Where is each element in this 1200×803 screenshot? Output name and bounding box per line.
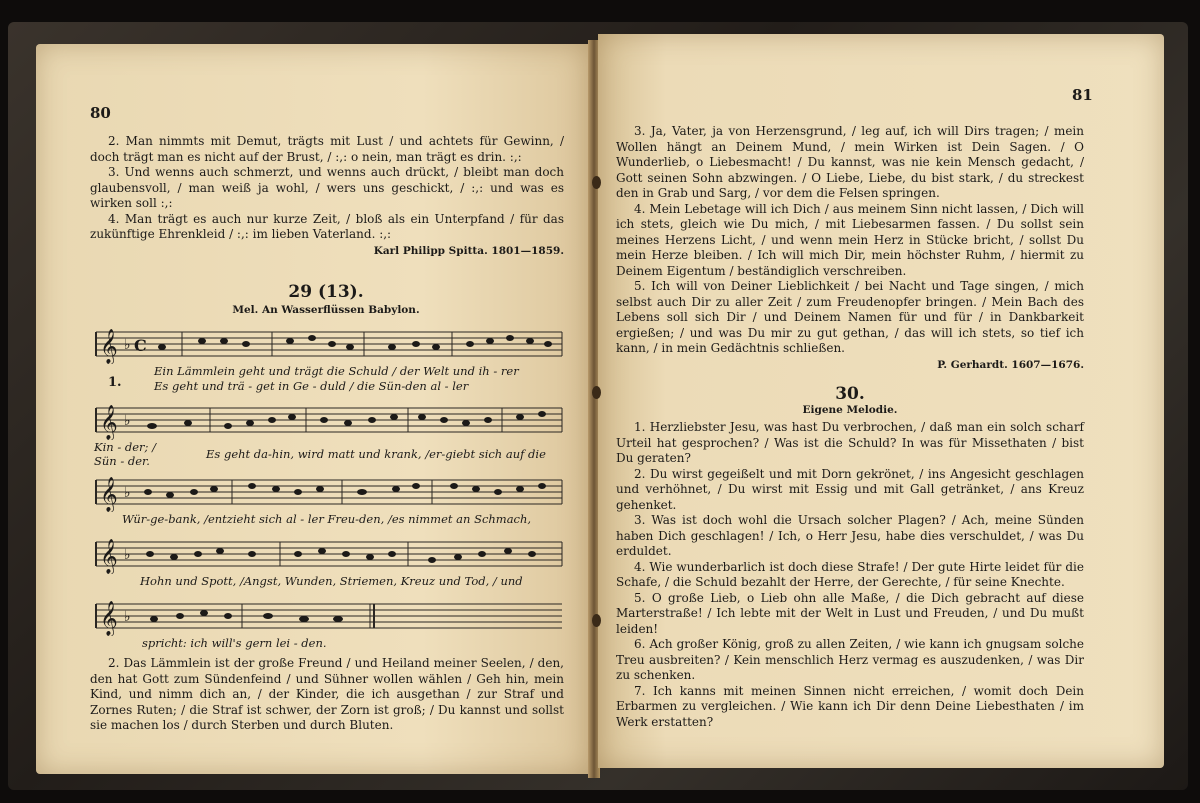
svg-text:𝄞: 𝄞	[100, 329, 118, 364]
right-page	[598, 34, 1164, 768]
lyric-line: Sün - der.	[94, 454, 150, 468]
binding-hole	[592, 614, 601, 627]
verse: 4. Wie wunderbarlich ist doch diese Strafe! / Der gute Hirte leidet für die Schafe, / die Schuld bezahlt der Herre, der Gerechte, / für seine Knechte.	[616, 559, 1084, 589]
verse: 4. Man trägt es auch nur kurze Zeit, / bloß als ein Unterpfand / für das zukünftige Ehrenkleid / :,: im lieben Vaterland. :,:	[90, 211, 564, 241]
music-staff	[92, 472, 564, 512]
svg-text:♭: ♭	[124, 609, 131, 625]
left-page	[36, 44, 588, 774]
verse: 7. Ich kanns mit meinen Sinnen nicht erreichen, / womit doch Dein Erbarmen zu vergleichen. / Wie kann ich Dir denn Deine Liebesthaten / im Werk erstatten?	[616, 683, 1084, 729]
binding-hole	[592, 386, 601, 399]
lyric-line: Ein Lämmlein geht und trägt die Schuld / der Welt und ih - rer	[154, 364, 519, 378]
hymn-30-verses	[616, 420, 1084, 730]
svg-text:♭: ♭	[124, 337, 131, 353]
music-staff	[92, 400, 564, 440]
previous-hymn-verses	[90, 134, 564, 259]
hymn-number: 29 (13).	[288, 282, 364, 302]
svg-text:C: C	[134, 336, 147, 355]
author-credit: Karl Philipp Spitta. 1801—1859.	[373, 244, 564, 257]
verse: 5. Ich will von Deiner Lieblichkeit / bei Nacht und Tage singen, / mich selbst auch Dir zu aller Zeit / zum Freudenopfer bringen. / Mein Bach des Lebens soll sich Dir / und Deinem Namen für und für / in Dankbarkeit ergießen; / und was Du mir zu gut gethan, / das will ich stets, so tief ich kann, / in mein Gedächtnis schließen.	[616, 279, 1084, 355]
lyric-line: spricht: ich will's gern lei - den.	[142, 636, 327, 650]
svg-text:♭: ♭	[124, 485, 131, 501]
lyric-line: Wür-ge-bank, /entzieht sich al - ler Freu-den, /es nimmet an Schmach,	[122, 512, 532, 526]
author-credit: P. Gerhardt. 1607—1676.	[937, 358, 1084, 371]
lyric-line: Es geht und trä - get in Ge - duld / die Sün-den al - ler	[154, 379, 469, 393]
verse: 3. Was ist doch wohl die Ursach solcher Plagen? / Ach, meine Sünden haben Dich geschlagen! / Ich, o Herr Jesu, habe dies verschuldet, / was Du erduldet.	[616, 513, 1084, 558]
svg-text:♭: ♭	[124, 413, 131, 429]
verse: 5. O große Lieb, o Lieb ohn alle Maße, / die Dich gebracht auf diese Marterstraße! / Ich lebte mit der Welt in Lust und Freuden, / und Du mußt leiden!	[616, 590, 1084, 636]
lyric-line: Es geht da-hin, wird matt und krank, /er-giebt sich auf die	[206, 447, 546, 461]
hymn-verse-2	[90, 656, 564, 734]
svg-text:𝄞: 𝄞	[100, 601, 118, 636]
hymn-29-continued-verses	[616, 124, 1084, 373]
verse: 6. Ach großer König, groß zu allen Zeiten, / wie kann ich gnugsam solche Treu ausbreiten? / Kein menschlich Herz vermag es auszudenken, / was Dir zu schenken.	[616, 637, 1084, 682]
music-staff	[92, 324, 564, 364]
melody-note: Eigene Melodie.	[802, 404, 898, 416]
svg-text:𝄞: 𝄞	[100, 405, 118, 440]
music-staff	[92, 534, 564, 574]
verse: 2. Man nimmts mit Demut, trägts mit Lust / und achtets für Gewinn, / doch trägt man es nicht auf der Brust, / :,: o nein, man trägt es drin. :,:	[90, 134, 564, 164]
melody-note: Mel. An Wasserflüssen Babylon.	[232, 304, 420, 316]
verse-number: 1.	[108, 375, 122, 390]
binding-hole	[592, 176, 601, 189]
music-staff	[92, 596, 564, 636]
page-number: 81	[1072, 86, 1093, 104]
lyric-line: Kin - der; /	[94, 440, 156, 454]
svg-text:♭: ♭	[124, 547, 131, 563]
verse: 3. Und wenns auch schmerzt, und wenns auch drückt, / bleibt man doch glaubensvoll, / man weiß ja wohl, / wers uns geschickt, / :,: und was es wirken soll :,:	[90, 165, 564, 210]
svg-text:𝄞: 𝄞	[100, 539, 118, 574]
verse: 2. Du wirst gegeißelt und mit Dorn gekrönet, / ins Angesicht geschlagen und verhöhnet, / Du wirst mit Essig und mit Gall getränket, / ans Kreuz gehenket.	[616, 466, 1084, 512]
svg-text:𝄞: 𝄞	[100, 477, 118, 512]
verse: 1. Herzliebster Jesu, was hast Du verbrochen, / daß man ein solch scharf Urteil hat gesprochen? / Was ist die Schuld? In was für Missethaten / bist Du geraten?	[616, 420, 1084, 465]
page-number: 80	[90, 104, 111, 122]
lyric-line: Hohn und Spott, /Angst, Wunden, Striemen, Kreuz und Tod, / und	[140, 574, 523, 588]
verse: 3. Ja, Vater, ja von Herzensgrund, / leg auf, ich will Dirs tragen; / mein Wollen hängt an Deinem Mund, / mein Wirken ist Dein Sagen. / O Wunderlieb, o Liebesmacht! / Du kannst, was nie kein Mensch gedacht, / Gott seinen Sohn abzwingen. / O Liebe, Liebe, du bist stark, / du streckest den in Grab und Sarg, / vor dem die Felsen springen.	[616, 124, 1084, 200]
verse: 4. Mein Lebetage will ich Dich / aus meinem Sinn nicht lassen, / Dich will ich stets, gleich wie Du mich, / mit Liebesarmen fassen. / Du sollst sein meines Herzens Licht, / und wenn mein Herz in Stücke bricht, / sollst Du mein Herze bleiben. / Ich will mich Dir, mein höchster Ruhm, / hiermit zu Deinem Eigentum / beständiglich verschreiben.	[616, 201, 1084, 278]
verse: 2. Das Lämmlein ist der große Freund / und Heiland meiner Seelen, / den, den hat Gott zum Sündenfeind / und Sühner wollen wählen / Geh hin, mein Kind, und nimm dich an, / der Kinder, die ich ausgethan / zur Straf und Zornes Ruten; / die Straf ist schwer, der Zorn ist groß; / Du kannst und sollst sie machen los / durch Sterben und durch Bluten.	[90, 656, 564, 732]
hymn-number: 30.	[835, 384, 865, 404]
